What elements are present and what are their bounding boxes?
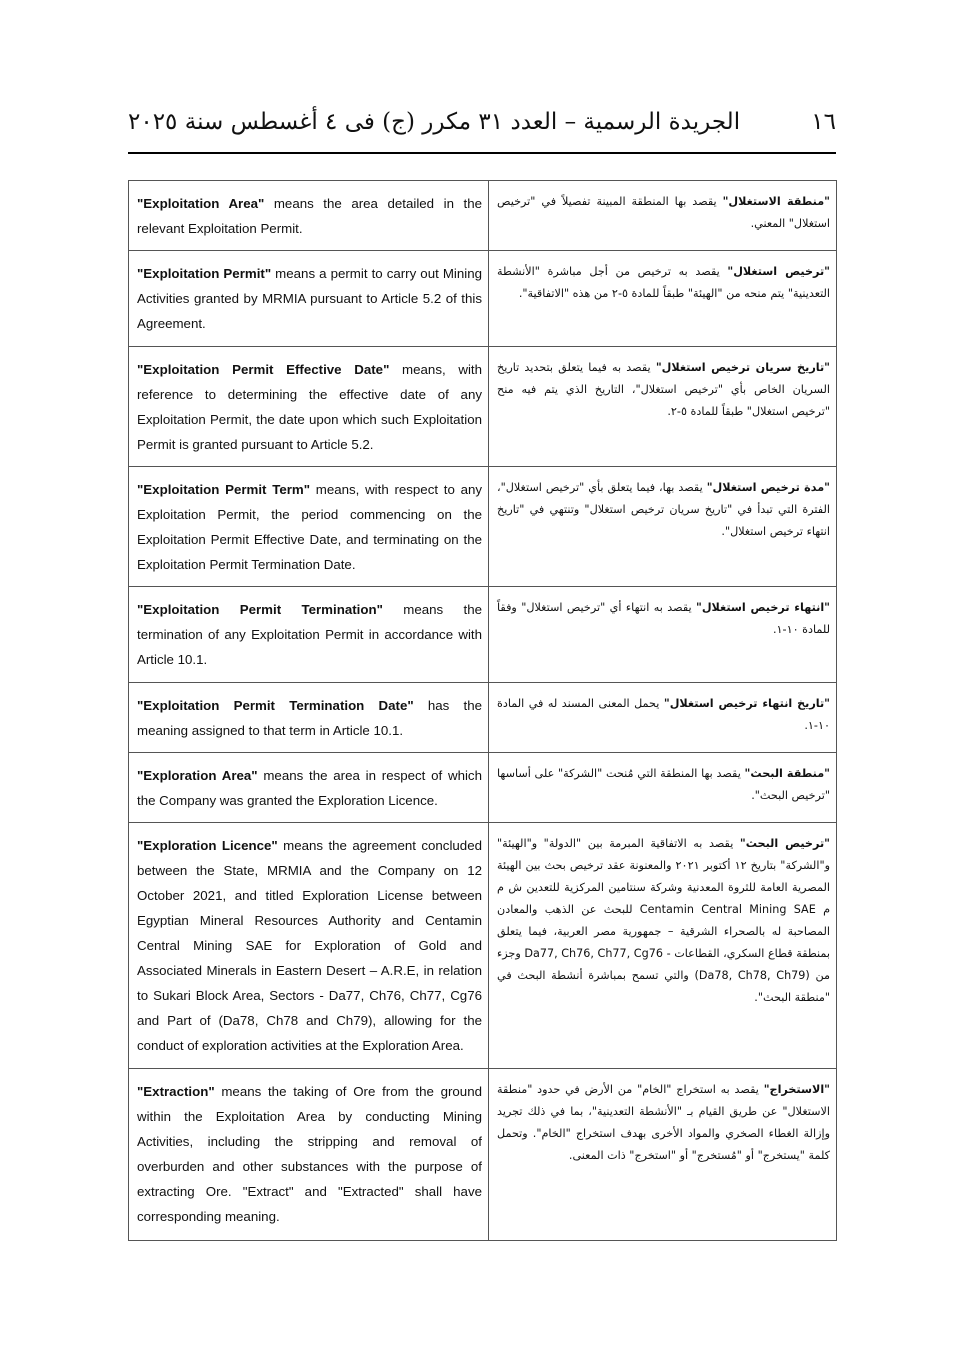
- arabic-text: يقصد به الاتفاقية المبرمة بين "الدولة" و"الهيئة" و"الشركة" بتاريخ ١٢ أكتوبر ٢٠٢١ والمعنونة عقد ترخيص بحث بين الهيئة المصرية العامة للثروة المعدنية وشركة سنتامين المركزية للتعدين ش م م Centamin Central Mining SAE للبحث عن الذهب والمعادن المصاحبة له بالصحراء الشرقية – جمهورية مصر العربية، فيما يتعلق بمنطقة قطاع السكري، القطاعات - Da77, Ch76, Ch77, Cg76 وجزء من (Da78, Ch78, Ch79) والتي تسمح بمباشرة أنشطة البحث في "منطقة البحث".: [497, 837, 831, 1004]
- arabic-term: "تاريخ سريان ترخيص استغلال": [655, 361, 830, 374]
- english-definition: [129, 467, 489, 587]
- arabic-text: يقصد به استخراج "الخام" من الأرض في حدود "منطقة الاستغلال" عن طريق القيام بـ "الأنشطة التعدينية"، بما في ذلك تجريد وإزالة الغطاء الصخري والمواد الأخرى بهدف استخراج "الخام". وتحمل كلمة "يستخرج" أو "مُستخرج" أو "استخرج" ذات المعنى.: [497, 1083, 830, 1162]
- table-row: [129, 1069, 837, 1241]
- english-text: means the taking of Ore from the ground within the Exploitation Area by conducting Mining Activities, including the stripping and removal of overburden and other substances with the purpose of extracting Ore. "Extract" and "Extracted" shall have corresponding meaning.: [137, 1084, 482, 1224]
- gazette-title: الجريدة الرسمية – العدد ٣١ مكرر (ج) فى ٤ أغسطس سنة ٢٠٢٥: [128, 109, 741, 135]
- arabic-definition: [489, 251, 837, 347]
- english-text: means, with respect to any Exploitation Permit, the period commencing on the Exploitation Permit Effective Date, and terminating on the Exploitation Permit Termination Date.: [137, 482, 483, 572]
- english-term: "Exploration Licence": [137, 838, 278, 853]
- english-definition: [129, 587, 489, 683]
- english-definition: [129, 753, 489, 823]
- table-row: [129, 683, 837, 753]
- table-row: [129, 251, 837, 347]
- english-definition: [129, 1069, 489, 1241]
- header-rule: [128, 152, 836, 154]
- page-number: ١٦: [811, 109, 836, 135]
- definitions-table: [128, 180, 837, 1241]
- table-row: [129, 823, 837, 1069]
- arabic-definition: [489, 1069, 837, 1241]
- english-term: "Exploitation Area": [137, 196, 265, 211]
- arabic-definition: [489, 347, 837, 467]
- arabic-text: يحمل المعنى المسند له في المادة ١٠-١.: [497, 697, 830, 732]
- english-text: means the agreement concluded between the State, MRMIA and the Company on 12 October 2021, and titled Exploration License between Egyptian Mineral Resources Authority and Centamin Central Mining SAE for Exploration of Gold and Associated Minerals in Eastern Desert – A.R.E, in relation to Sukari Block Area, Sectors - Da77, Ch76, Ch77, Cg76 and Part of (Da78, Ch78 and Ch79), allowing for the conduct of exploration activities at the Exploration Area.: [137, 838, 482, 1053]
- english-text: means the area detailed in the relevant Exploitation Permit.: [137, 196, 482, 236]
- english-definition: [129, 251, 489, 347]
- arabic-term: "ترخيص البحث": [739, 837, 830, 850]
- english-text: means the area in respect of which the Company was granted the Exploration Licence.: [137, 768, 482, 808]
- arabic-term: "الاستخراج": [763, 1083, 830, 1096]
- page-header: [128, 100, 836, 144]
- arabic-definition: [489, 467, 837, 587]
- english-term: "Exploitation Permit Termination Date": [137, 698, 414, 713]
- english-term: "Exploitation Permit Effective Date": [137, 362, 390, 377]
- arabic-term: "ترخيص استغلال": [727, 265, 830, 278]
- english-definition: [129, 683, 489, 753]
- arabic-definition: [489, 823, 837, 1069]
- english-text: means a permit to carry out Mining Activities granted by MRMIA pursuant to Article 5.2 of this Agreement.: [137, 266, 483, 331]
- arabic-definition: [489, 683, 837, 753]
- arabic-term: "منطقة البحث": [744, 767, 830, 780]
- english-term: "Exploitation Permit": [137, 266, 272, 281]
- arabic-text: يقصد به فيما يتعلق بتحديد تاريخ السريان الخاص بأي "ترخيص استغلال"، التاريخ الذي يتم فيه منح "ترخيص استغلال" طبقاً للمادة ٥-٢.: [497, 361, 830, 418]
- english-text: means, with reference to determining the effective date of any Exploitation Permit, the date upon which such Exploitation Permit is granted pursuant to Article 5.2.: [137, 362, 482, 452]
- english-text: has the meaning assigned to that term in Article 10.1.: [137, 698, 483, 738]
- table-row: [129, 347, 837, 467]
- arabic-definition: [489, 181, 837, 251]
- english-text: means the termination of any Exploitation Permit in accordance with Article 10.1.: [137, 602, 482, 667]
- arabic-text: يقصد به انتهاء أي "ترخيص استغلال" وفقاً للمادة ١٠-١.: [497, 601, 830, 636]
- english-term: "Exploitation Permit Termination": [137, 602, 383, 617]
- arabic-term: "انتهاء ترخيص استغلال": [696, 601, 831, 614]
- table-row: [129, 467, 837, 587]
- english-definition: [129, 823, 489, 1069]
- table-row: [129, 181, 837, 251]
- table-row: [129, 753, 837, 823]
- arabic-text: يقصد بها المنطقة المبينة تفصيلاً في "ترخيص استغلال" المعني.: [497, 195, 830, 230]
- english-definition: [129, 347, 489, 467]
- english-term: "Exploitation Permit Term": [137, 482, 311, 497]
- arabic-text: يقصد به ترخيص من أجل مباشرة "الأنشطة التعدينية" يتم منحه من "الهيئة" طبقاً للمادة ٥-٢ من هذه "الاتفاقية".: [497, 265, 830, 300]
- arabic-text: يقصد بها المنطقة التي مُنحت "الشركة" على أساسها "ترخيص البحث".: [497, 767, 830, 802]
- table-row: [129, 587, 837, 683]
- arabic-term: "منطقة الاستغلال": [722, 195, 830, 208]
- arabic-term: "مدة ترخيص استغلال": [706, 481, 830, 494]
- arabic-definition: [489, 753, 837, 823]
- arabic-definition: [489, 587, 837, 683]
- arabic-text: يقصد بها، فيما يتعلق بأي "ترخيص استغلال"، الفترة التي تبدأ في "تاريخ سريان ترخيص استغلال" وتنتهي في "تاريخ انتهاء ترخيص استغلال".: [497, 481, 830, 538]
- english-term: "Exploration Area": [137, 768, 258, 783]
- english-term: "Extraction": [137, 1084, 215, 1099]
- english-definition: [129, 181, 489, 251]
- arabic-term: "تاريخ انتهاء ترخيص استغلال": [663, 697, 830, 710]
